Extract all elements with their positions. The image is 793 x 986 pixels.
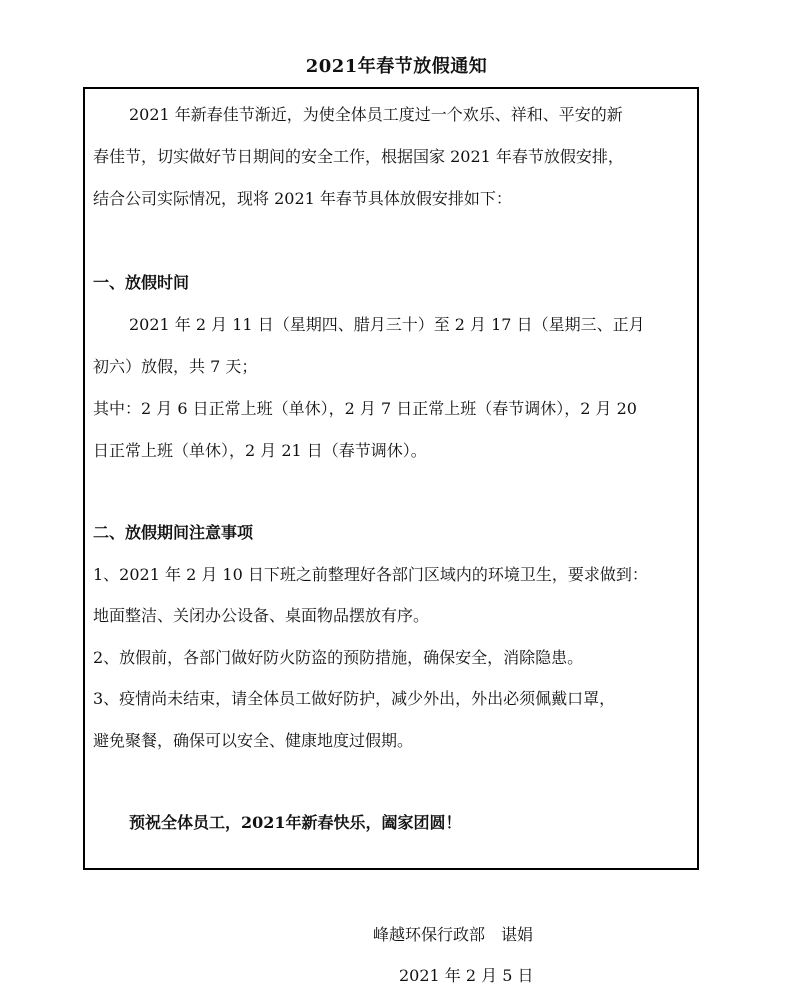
section2-line-4: 3、疫情尚未结束，请全体员工做好防护，减少外出，外出必须佩戴口罩， (93, 689, 616, 708)
signature: 峰越环保行政部 谌娟 (373, 925, 534, 944)
intro-line-3: 结合公司实际情况，现将 2021 年春节具体放假安排如下： (93, 189, 512, 208)
section2-line-5: 避免聚餐，确保可以安全、健康地度过假期。 (93, 731, 414, 750)
notice-box (83, 87, 699, 870)
intro-line-1: 2021 年新春佳节渐近，为使全体员工度过一个欢乐、祥和、平安的新 (129, 105, 623, 124)
section2-line-3: 2、放假前，各部门做好防火防盗的预防措施，确保安全，消除隐患。 (93, 648, 584, 667)
document-date: 2021 年 2 月 5 日 (399, 966, 534, 985)
section1-line-2: 初六）放假，共 7 天； (93, 357, 258, 376)
section1-line-4: 日正常上班（单休），2 月 21 日（春节调休）。 (93, 441, 427, 460)
section1-line-1: 2021 年 2 月 11 日（星期四、腊月三十）至 2 月 17 日（星期三、正月 (129, 315, 645, 334)
intro-line-2: 春佳节，切实做好节日期间的安全工作，根据国家 2021 年春节放假安排， (93, 147, 624, 166)
section1-line-3: 其中：2 月 6 日正常上班（单休），2 月 7 日正常上班（春节调休），2 月 20 (93, 399, 637, 418)
section1-heading: 一、放假时间 (93, 273, 190, 292)
section2-line-1: 1、2021 年 2 月 10 日下班之前整理好各部门区域内的环境卫生，要求做到： (93, 565, 648, 584)
greeting: 预祝全体员工，2021年新春快乐，阖家团圆！ (129, 813, 462, 832)
section2-line-2: 地面整洁、关闭办公设备、桌面物品摆放有序。 (93, 606, 430, 625)
document-title: 2021年春节放假通知 (305, 56, 488, 77)
section2-heading: 二、放假期间注意事项 (93, 523, 254, 542)
